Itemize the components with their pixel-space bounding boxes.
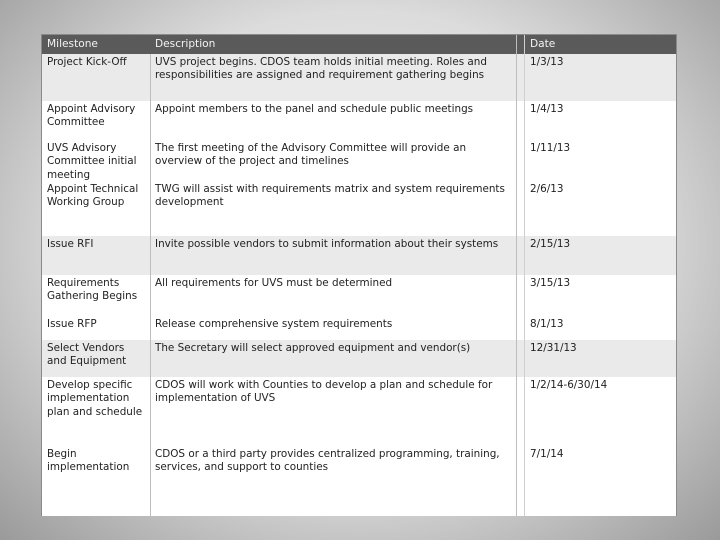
milestone-cell: Begin implementation xyxy=(47,448,130,474)
date-cell: 7/1/14 xyxy=(530,448,564,460)
description-cell: CDOS will work with Counties to develop a plan and schedule for implementation of UVS xyxy=(155,379,493,405)
table-header-row xyxy=(42,35,676,54)
milestone-cell: Issue RFP xyxy=(47,318,97,330)
milestone-cell: Project Kick-Off xyxy=(47,56,127,68)
description-cell: Release comprehensive system requirements xyxy=(155,318,393,330)
column-divider xyxy=(524,35,525,516)
description-cell: UVS project begins. CDOS team holds initial meeting. Roles and responsibilities are assigned and requirement gathering begins xyxy=(155,56,487,82)
table-row xyxy=(42,236,676,275)
description-cell: CDOS or a third party provides centralized programming, training, services, and support to counties xyxy=(155,448,500,474)
date-cell: 2/6/13 xyxy=(530,183,564,195)
date-cell: 1/2/14-6/30/14 xyxy=(530,379,608,391)
table-row xyxy=(42,377,676,447)
description-cell: Invite possible vendors to submit information about their systems xyxy=(155,238,499,250)
table-row-group xyxy=(42,377,676,516)
description-cell: The Secretary will select approved equipment and vendor(s) xyxy=(155,342,471,354)
date-cell: 1/3/13 xyxy=(530,56,564,68)
description-cell: Appoint members to the panel and schedule public meetings xyxy=(155,103,474,115)
date-cell: 1/4/13 xyxy=(530,103,564,115)
date-cell: 1/11/13 xyxy=(530,142,571,154)
date-cell: 8/1/13 xyxy=(530,318,564,330)
table-row xyxy=(42,54,676,101)
header-description: Description xyxy=(155,38,216,50)
table-row xyxy=(42,340,676,377)
table-row-group xyxy=(42,275,676,340)
milestone-cell: UVS Advisory Committee initial meeting xyxy=(47,142,137,181)
table-row xyxy=(42,275,676,315)
milestone-cell: Appoint Advisory Committee xyxy=(47,103,136,129)
milestone-cell: Select Vendors and Equipment xyxy=(47,342,127,368)
milestone-cell: Issue RFI xyxy=(47,238,94,250)
table-row xyxy=(42,181,676,236)
table-row xyxy=(42,140,676,181)
table-row-group xyxy=(42,101,676,236)
description-cell: TWG will assist with requirements matrix and system requirements development xyxy=(155,183,505,209)
header-date: Date xyxy=(530,38,556,50)
milestone-cell: Requirements Gathering Begins xyxy=(47,277,138,303)
date-cell: 3/15/13 xyxy=(530,277,571,289)
description-cell: All requirements for UVS must be determined xyxy=(155,277,393,289)
date-cell: 2/15/13 xyxy=(530,238,571,250)
table-row xyxy=(42,446,676,516)
milestone-cell: Appoint Technical Working Group xyxy=(47,183,139,209)
table-row xyxy=(42,101,676,141)
milestone-table xyxy=(41,34,677,516)
header-milestone: Milestone xyxy=(47,38,98,50)
table-row xyxy=(42,316,676,340)
milestone-cell: Develop specific implementation plan and schedule xyxy=(47,379,143,418)
description-cell: The first meeting of the Advisory Committee will provide an overview of the project and timelines xyxy=(155,142,467,168)
column-divider xyxy=(516,35,517,516)
column-divider xyxy=(150,54,151,516)
date-cell: 12/31/13 xyxy=(530,342,577,354)
